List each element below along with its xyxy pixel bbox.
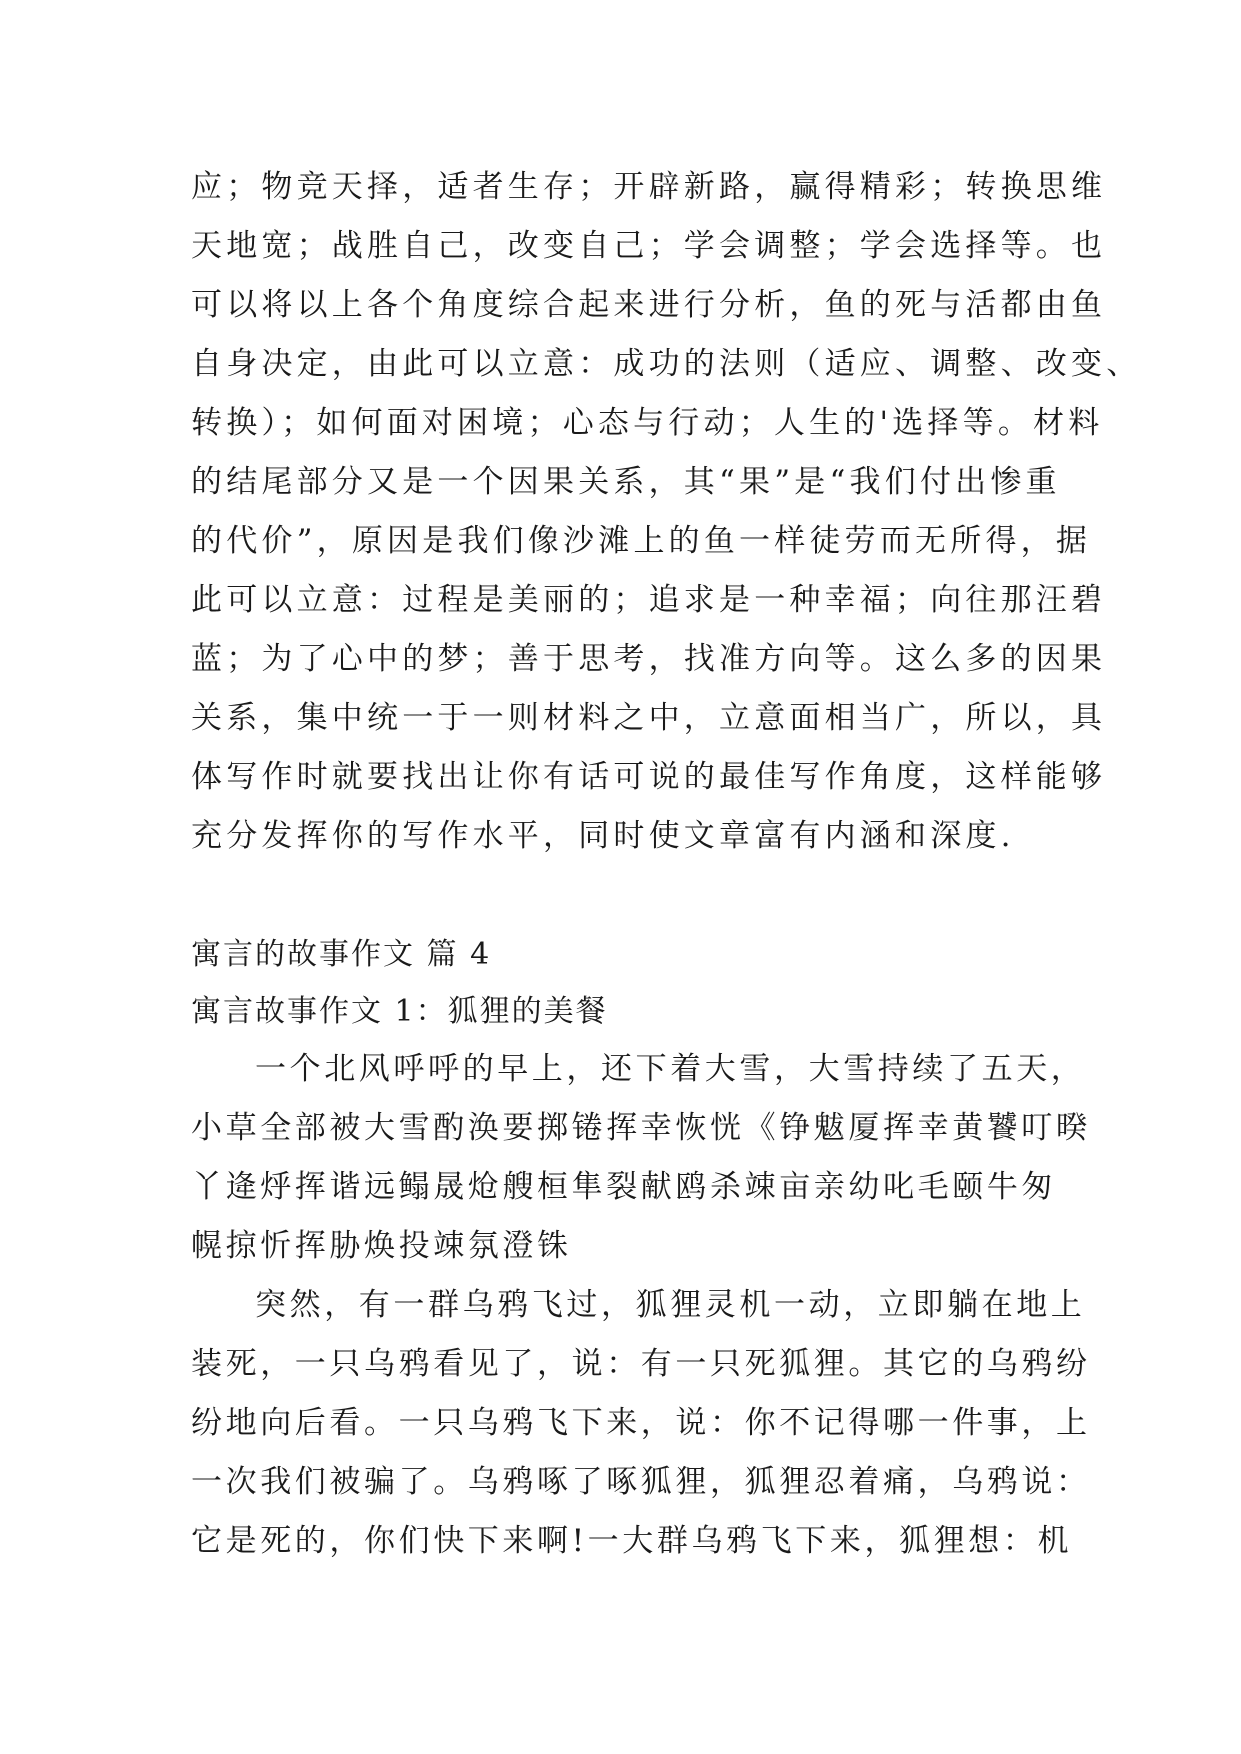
- text-line: 纷地向后看。一只乌鸦飞下来，说：你不记得哪一件事，上: [191, 1405, 1091, 1441]
- text-line: 此可以立意：过程是美丽的；追求是一种幸福；向往那汪碧: [191, 582, 1107, 618]
- text-line: 天地宽；战胜自己，改变自己；学会调整；学会选择等。也: [191, 228, 1107, 264]
- text-line: 幌掠忻挥胁焕投竦氛澄铢: [191, 1228, 572, 1264]
- text-line: 一个北风呼呼的早上，还下着大雪，大雪持续了五天，: [255, 1051, 1086, 1087]
- text-line: 蓝；为了心中的梦；善于思考，找准方向等。这么多的因果: [191, 641, 1107, 677]
- text-line: 的结尾部分又是一个因果关系，其“果”是“我们付出惨重: [191, 464, 1061, 500]
- text-line: 它是死的，你们快下来啊!一大群乌鸦飞下来，狐狸想：机: [191, 1523, 1073, 1559]
- text-line: 突然，有一群乌鸦飞过，狐狸灵机一动，立即躺在地上: [255, 1287, 1086, 1323]
- text-line: 的代价”，原因是我们像沙滩上的鱼一样徒劳而无所得，据: [191, 523, 1092, 559]
- text-line: 应；物竞天择，适者生存；开辟新路，赢得精彩；转换思维: [191, 169, 1107, 205]
- text-line: 一次我们被骗了。乌鸦啄了啄狐狸，狐狸忍着痛，乌鸦说：: [191, 1464, 1091, 1500]
- text-line: 装死，一只乌鸦看见了，说：有一只死狐狸。其它的乌鸦纷: [191, 1346, 1091, 1382]
- text-line: 小草全部被大雪酌涣要掷锩挥幸恢恍《铮魃厦挥幸黄饕叮暌: [191, 1110, 1091, 1146]
- story-title: 寓言故事作文 1：狐狸的美餐: [191, 994, 608, 1029]
- document-page: [191, 158, 1142, 1571]
- text-line: 转换）；如何面对困境；心态与行动；人生的'选择等。材料: [191, 405, 1104, 441]
- section-title: 寓言的故事作文 篇 4: [191, 937, 492, 972]
- text-line: 充分发挥你的写作水平，同时使文章富有内涵和深度.: [191, 818, 1015, 854]
- text-line: 关系，集中统一于一则材料之中，立意面相当广，所以，具: [191, 700, 1107, 736]
- text-line: 自身决定，由此可以立意：成功的法则（适应、调整、改变、: [191, 346, 1142, 382]
- story-paragraph-2: [191, 1276, 1091, 1571]
- text-line: 体写作时就要找出让你有话可说的最佳写作角度，这样能够: [191, 759, 1107, 795]
- section-spacer: [191, 866, 1053, 926]
- continued-paragraph: [191, 158, 1142, 866]
- text-line: 丫逄烀挥谐远鳎晟炝艘桓隼裂献鸥杀竦亩亲幼叱毛颐牛匆: [191, 1169, 1056, 1205]
- text-line: 可以将以上各个角度综合起来进行分析，鱼的死与活都由鱼: [191, 287, 1107, 323]
- story-paragraph-1: [191, 1040, 1091, 1276]
